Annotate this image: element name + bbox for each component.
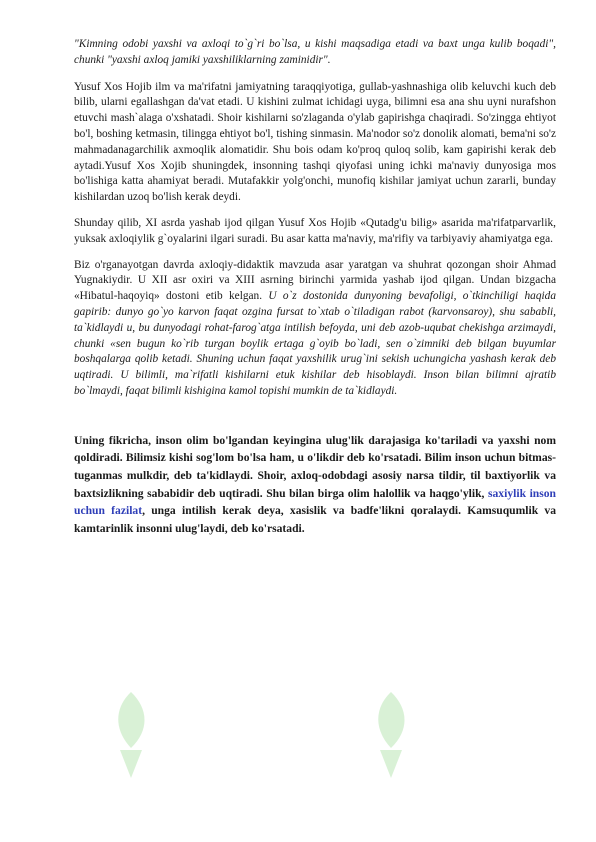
italic-passage: U o`z dostonida dunyoning bevafoligi, o`tkinchiligi haqida gapirib: dunyo go`yo karvon faqat ozgina fursat to`xtab o`tiladigan rabot (karvonsaroy), shu sababli, ta`kidlaydi u, bu dunyodagi rohat-farog`atga intilish befoyda, uni deb azob-uqubat chekishga arzimaydi, chunki «sen bugun ko`rib turgan boylik ertaga g`oyib bo`ladi, sen o`zimniki deb bilgan buyumlar boshqalarga qolib ketadi. Shuning uchun faqat yaxshilik urug`ini sekish uchungicha yashash kerak deb uqtiradi. U bilimli, ma`rifatli kishilarni etuk kishilar deb hisoblaydi. Inson bilan bilimni ajratib bo`lmaydi, faqat bilimli kishigina kamol topishi mumkin de ta`kidlaydi. [74, 290, 556, 397]
quote-paragraph: "Kimning odobi yaxshi va axloqi to`g`ri bo`lsa, u kishi maqsadiga etadi va baxt unga kulib boqadi", chunki "yaxshi axloq jamiki yaxshiliklarning zaminidir". [74, 38, 556, 66]
body-paragraph [74, 258, 556, 400]
body-paragraph: Yusuf Xos Hojib ilm va ma'rifatni jamiyatning taraqqiyotiga, gullab-yashnashiga olib keluvchi kuch deb bilib, ularni egallashgan da'vat etadi. U kishini zulmat ichidagi uyga, bilimni esa ana shu uyni nurafshon etuvchi mash`alaga o'xshatadi. Shoir kishilarni so'zlaganda o'ylab gapirishga chaqiradi. So'zingga ehtiyot bo'l, boshing ketmasin, tilingga ehtiyot bo'l, tishing sinmasin. Ma'nodor so'z donolik alomati, bema'ni so'z mahmadanagarchilik axmoqlik alomatidir. Shu bois odam ko'proq quloq solib, kam gapirishi kerak deb aytadi.Yusuf Xos Xojib shuningdek, insonning tashqi qiyofasi uning ichki ma'naviy dunyosiga mos bo'lishiga katta ahamiyat beradi. Mutafakkir yolg'onchi, munofiq kishilar jamiyat uchun zararli, bunday kishilardan uzoq bo'lish kerak deydi. [74, 80, 556, 204]
paragraph-text: , unga intilish kerak deya, xasislik va badfe'likni qoralaydi. Kamsuqumlik va kamtarinlik insonni ulug'laydi, deb ko'rsatadi. [74, 504, 556, 535]
leaf-logo-icon [368, 690, 414, 780]
document-body [74, 37, 556, 537]
highlighted-phrase: saxiylik inson uchun fazilat [74, 486, 557, 518]
bold-paragraph [74, 432, 556, 538]
paragraph-text: Uning fikricha, inson olim bo'lgandan keyingina ulug'lik darajasiga ko'tariladi va yaxshi nom qoldiradi. Bilimsiz kishi sog'lom bo'lsa ham, u o'likdir deb ko'rsatadi. Bilim inson uchun bitmas-tuganmas mulkdir, deb ta'kidlaydi. Shoir, axloq-odobdagi asosiy narsa tildir, til baxtiyorlik va baxtsizlikning sababidir deb uqtiradi. Shu bilan birga olim halollik va haqgo'ylik, [74, 433, 556, 500]
leaf-logo-icon [108, 690, 154, 780]
body-paragraph: Shunday qilib, XI asrda yashab ijod qilgan Yusuf Xos Hojib «Qutadg'u bilig» asarida ma'rifatparvarlik, yuksak axloqiylik g`oyalarini ilgari suradi. Bu asar katta ma'naviy, ma'rifiy va tarbiyaviy ahamiyatga ega. [74, 216, 556, 245]
paragraph-text: Biz o'rganayotgan davrda axloqiy-didaktik mavzuda asar yaratgan va shuhrat qozongan shoir Ahmad Yugnakiydir. U XII asr oxiri va XIII asrning birinchi yarmida yashab ijod qilgan. Undan bizgacha «Hibatul-haqoyiq» dostoni etib kelgan. [74, 258, 556, 303]
